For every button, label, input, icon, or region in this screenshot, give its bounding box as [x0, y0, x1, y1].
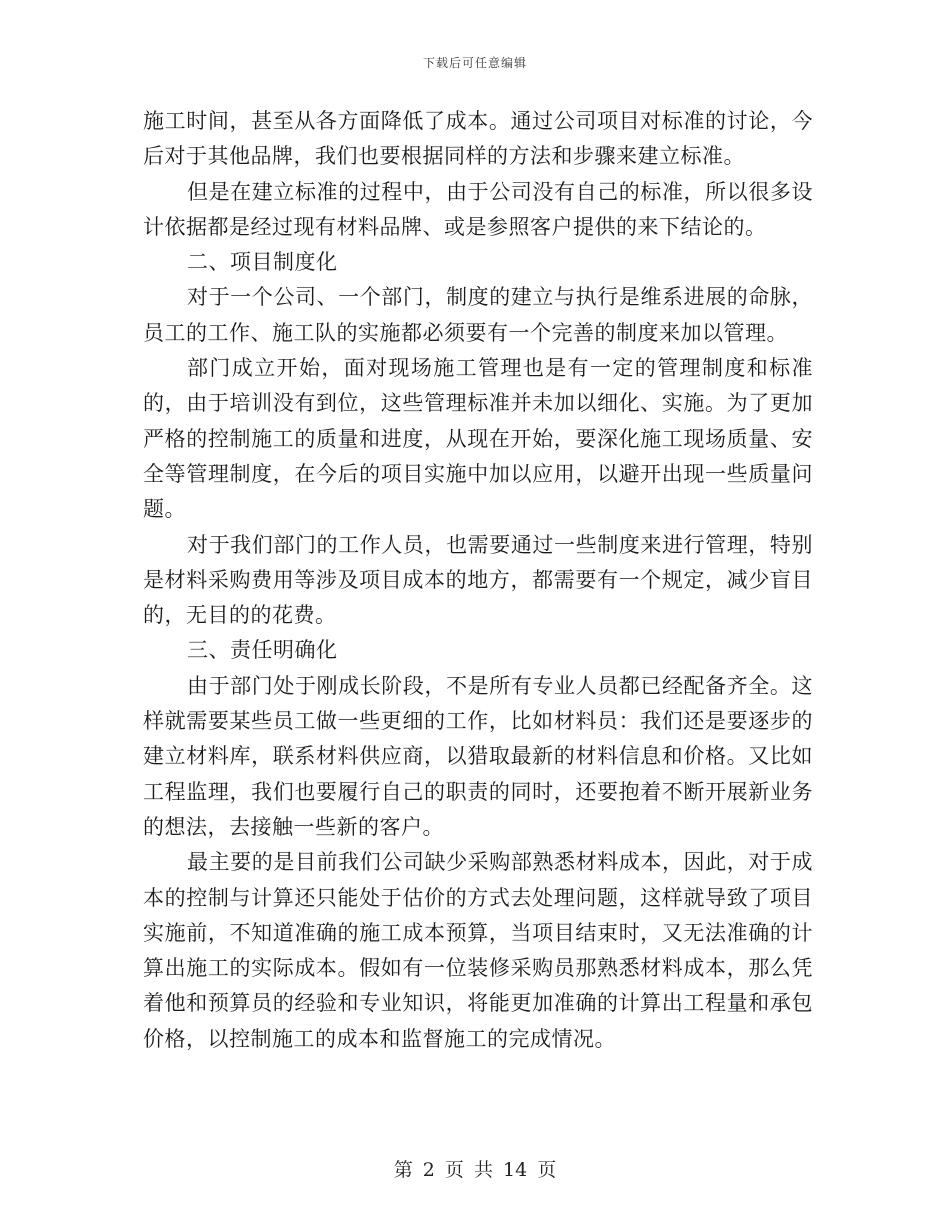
paragraph: 最主要的是目前我们公司缺少采购部熟悉材料成本，因此，对于成本的控制与计算还只能处于估价的方式去处理问题，这样就导致了项目实施前，不知道准确的施工成本预算，当项目结束时，又无法准确的计算出施工的实际成本。假如有一位装修采购员那熟悉材料成本，那么凭着他和预算员的经验和专业知识，将能更加准确的计算出工程量和承包价格，以控制施工的成本和监督施工的完成情况。	[143, 850, 813, 1051]
page-number-footer: 第 2 页 共 14 页	[393, 1159, 557, 1181]
header-note: 下载后可任意编辑	[422, 56, 527, 70]
paragraph-continuation: 施工时间，甚至从各方面降低了成本。通过公司项目对标准的讨论，今后对于其他品牌，我们也要根据同样的方法和步骤来建立标准。	[143, 109, 813, 169]
paragraph: 部门成立开始，面对现场施工管理也是有一定的管理制度和标准的，由于培训没有到位，这些管理标准并未加以细化、实施。为了更加严格的控制施工的质量和进度，从现在开始，要深化施工现场质量、安全等管理制度，在今后的项目实施中加以应用，以避开出现一些质量问题。	[143, 356, 813, 522]
paragraph: 对于我们部门的工作人员，也需要通过一些制度来进行管理，特别是材料采购费用等涉及项目成本的地方，都需要有一个规定，减少盲目的，无目的的花费。	[143, 532, 813, 628]
section-heading-responsibility: 三、责任明确化	[187, 638, 338, 663]
paragraph: 对于一个公司、一个部门，制度的建立与执行是维系进展的命脉，员工的工作、施工队的实施都必须要有一个完善的制度来加以管理。	[143, 285, 813, 345]
paragraph: 由于部门处于刚成长阶段，不是所有专业人员都已经配备齐全。这样就需要某些员工做一些更细的工作，比如材料员：我们还是要逐步的建立材料库，联系材料供应商，以猎取最新的材料信息和价格。又比如工程监理，我们也要履行自己的职责的同时，还要抱着不断开展新业务的想法，去接触一些新的客户。	[143, 673, 813, 839]
paragraph: 但是在建立标准的过程中，由于公司没有自己的标准，所以很多设计依据都是经过现有材料品牌、或是参照客户提供的来下结论的。	[143, 179, 813, 239]
section-heading-project-system: 二、项目制度化	[187, 250, 338, 275]
document-body	[143, 104, 813, 1057]
